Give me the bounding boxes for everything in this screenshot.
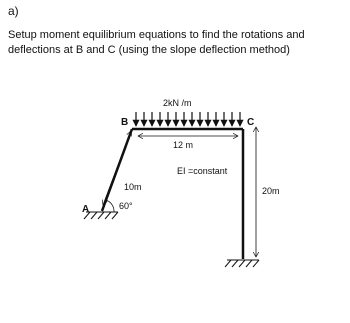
span-label: 12 m	[173, 140, 194, 150]
problem-statement: Setup moment equilibrium equations to find the rotations and deflections at B and C (using the slope deflection method)	[8, 29, 305, 56]
column-length-label: 20m	[262, 186, 280, 196]
angle-label: 60°	[119, 201, 133, 211]
node-c-label: C	[247, 117, 255, 128]
question-label: a)	[8, 4, 19, 18]
load-label: 2kN /m	[163, 98, 192, 108]
stiffness-label: EI =constant	[177, 166, 228, 176]
strut-length-label: 10m	[124, 182, 142, 192]
angle-arc	[106, 200, 114, 212]
node-a-label: A	[82, 204, 90, 215]
strut-dimension	[103, 131, 131, 205]
fixed-support-c	[225, 260, 259, 267]
distributed-load-arrows	[136, 112, 240, 126]
node-b-label: B	[121, 117, 129, 128]
